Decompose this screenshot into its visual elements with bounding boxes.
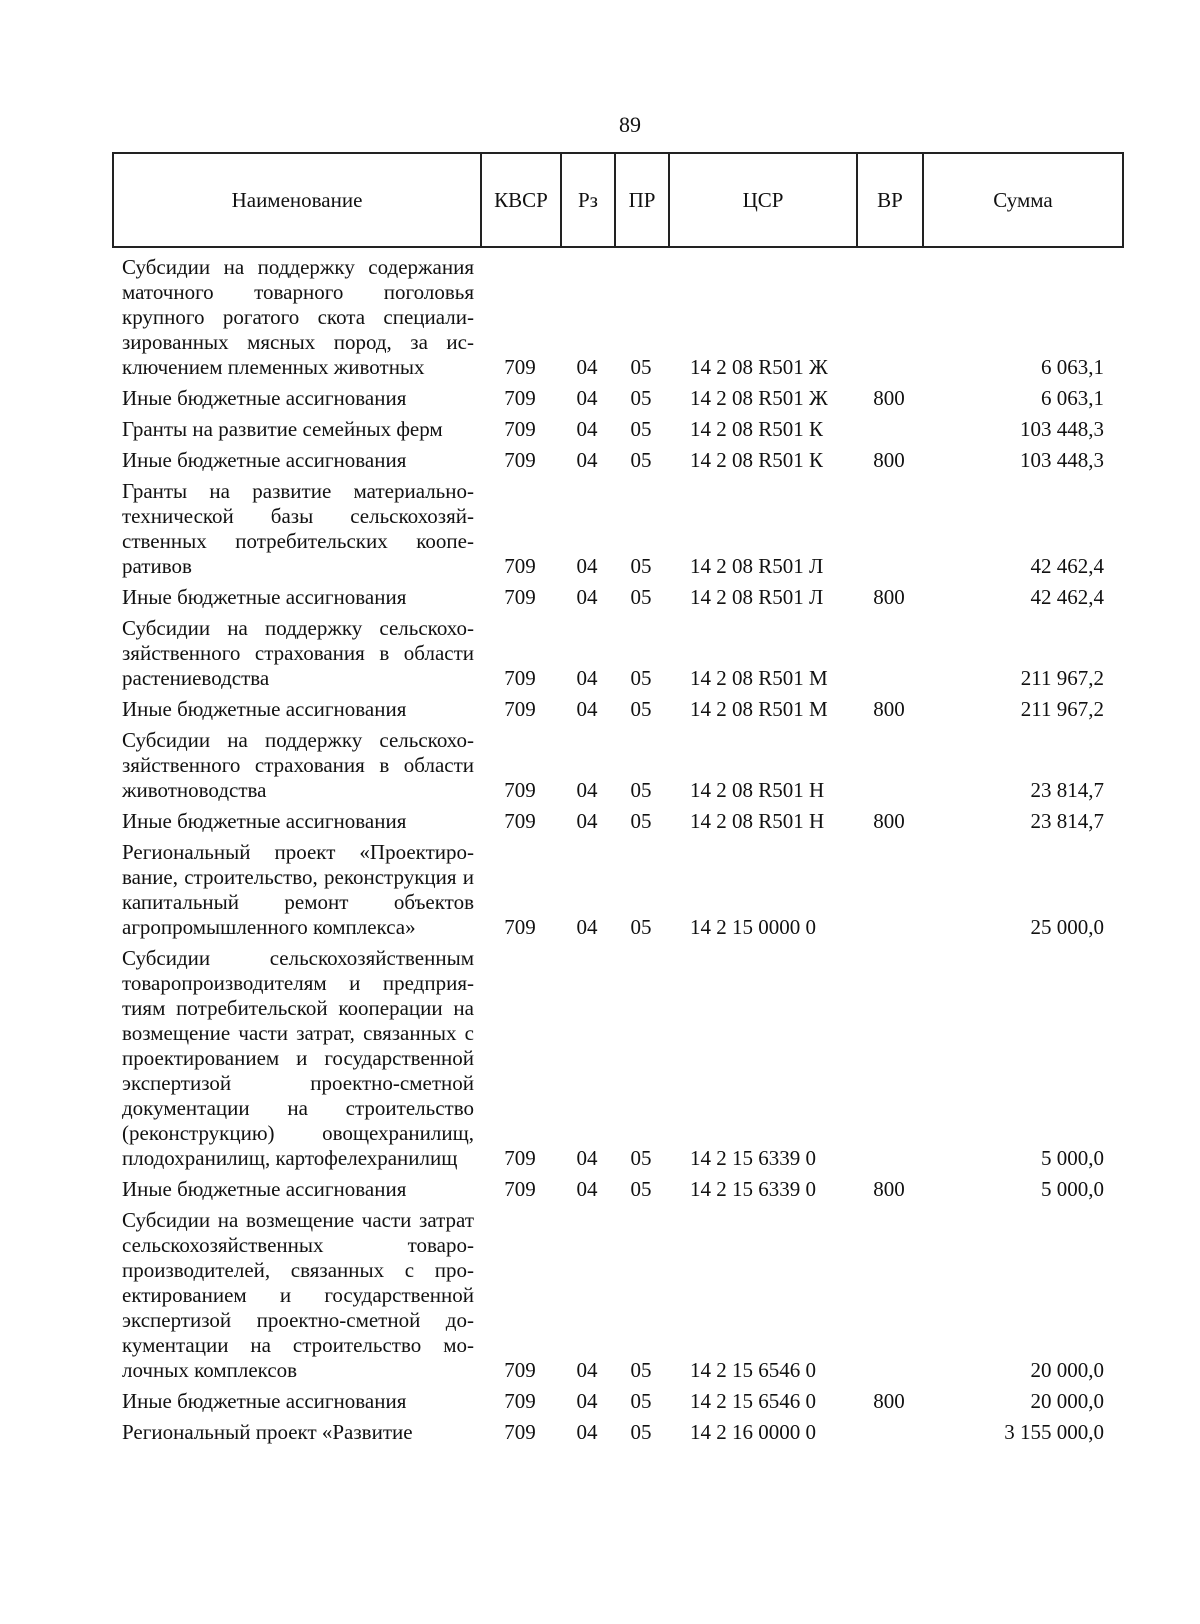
cell-kvsr: 709 [504, 697, 536, 721]
cell-kvsr: 709 [504, 778, 536, 802]
header-vr: ВР [857, 153, 923, 247]
cell-vr: 800 [873, 448, 905, 472]
cell-rz: 04 [576, 809, 598, 833]
header-rz: Рз [561, 153, 615, 247]
cell-csr: 14 2 15 6546 0 [690, 1389, 816, 1413]
cell-kvsr: 709 [504, 1358, 536, 1382]
cell-sum: 20 000,0 [1030, 1358, 1104, 1382]
cell-csr: 14 2 08 R501 Н [690, 778, 825, 802]
cell-vr: 800 [873, 386, 905, 410]
cell-rz: 04 [576, 386, 598, 410]
cell-name: Иные бюджетные ассигнования [122, 809, 407, 833]
cell-pr: 05 [630, 1420, 652, 1444]
cell-csr: 14 2 08 R501 Л [690, 585, 824, 609]
cell-pr: 05 [630, 448, 652, 472]
cell-pr: 05 [630, 386, 652, 410]
cell-name: Субсидии на возмещение части затрат сельскохозяйственных товаропроизводителей, связанных с проектированием и государственной экспертизой проектно-сметной документации на строительство молочных комплексов [122, 1208, 474, 1382]
table-row [112, 1417, 1122, 1448]
cell-kvsr: 709 [504, 1420, 536, 1444]
cell-rz: 04 [576, 778, 598, 802]
cell-sum: 103 448,3 [1020, 417, 1104, 441]
cell-pr: 05 [630, 1146, 652, 1170]
cell-sum: 5 000,0 [1041, 1177, 1104, 1201]
cell-sum: 23 814,7 [1030, 778, 1104, 802]
cell-pr: 05 [630, 1177, 652, 1201]
table-row [112, 837, 1122, 943]
header-name: Наименование [113, 153, 481, 247]
cell-vr [856, 837, 922, 943]
cell-name: Субсидии на поддержку сельскохозяйственного страхования в области растениеводства [122, 616, 474, 690]
table-row [112, 445, 1122, 476]
cell-name: Иные бюджетные ассигнования [122, 448, 407, 472]
cell-kvsr: 709 [504, 1389, 536, 1413]
cell-name: Региональный проект «Развитие [122, 1420, 413, 1444]
cell-vr: 800 [873, 1389, 905, 1413]
cell-rz: 04 [576, 1146, 598, 1170]
cell-vr [856, 414, 922, 445]
cell-rz: 04 [576, 417, 598, 441]
cell-vr: 800 [873, 585, 905, 609]
cell-csr: 14 2 08 R501 Ж [690, 386, 828, 410]
cell-pr: 05 [630, 1358, 652, 1382]
page-number: 89 [619, 112, 641, 137]
cell-pr: 05 [630, 417, 652, 441]
table-row [112, 582, 1122, 613]
table-row [112, 414, 1122, 445]
table-body [112, 252, 1122, 1448]
cell-kvsr: 709 [504, 666, 536, 690]
cell-csr: 14 2 08 R501 К [690, 417, 824, 441]
cell-csr: 14 2 15 6546 0 [690, 1358, 816, 1382]
cell-csr: 14 2 08 R501 М [690, 666, 828, 690]
cell-pr: 05 [630, 666, 652, 690]
cell-sum: 211 967,2 [1020, 666, 1104, 690]
cell-sum: 20 000,0 [1030, 1389, 1104, 1413]
table-row [112, 1205, 1122, 1386]
cell-rz: 04 [576, 355, 598, 379]
cell-pr: 05 [630, 697, 652, 721]
cell-rz: 04 [576, 1177, 598, 1201]
cell-rz: 04 [576, 1358, 598, 1382]
cell-csr: 14 2 08 R501 Н [690, 809, 825, 833]
cell-kvsr: 709 [504, 417, 536, 441]
cell-rz: 04 [576, 697, 598, 721]
cell-kvsr: 709 [504, 448, 536, 472]
cell-sum: 3 155 000,0 [1004, 1420, 1104, 1444]
cell-pr: 05 [630, 554, 652, 578]
cell-sum: 103 448,3 [1020, 448, 1104, 472]
table-row [112, 383, 1122, 414]
cell-sum: 211 967,2 [1020, 697, 1104, 721]
cell-kvsr: 709 [504, 386, 536, 410]
table-header [112, 152, 1124, 248]
cell-vr [856, 613, 922, 694]
cell-rz: 04 [576, 1389, 598, 1413]
cell-vr: 800 [873, 1177, 905, 1201]
cell-pr: 05 [630, 355, 652, 379]
cell-rz: 04 [576, 915, 598, 939]
header-csr: ЦСР [669, 153, 857, 247]
table-row [112, 725, 1122, 806]
table-row [112, 1386, 1122, 1417]
table-row [112, 943, 1122, 1174]
cell-csr: 14 2 08 R501 Л [690, 554, 824, 578]
cell-csr: 14 2 16 0000 0 [690, 1420, 816, 1444]
table-row [112, 694, 1122, 725]
cell-kvsr: 709 [504, 809, 536, 833]
budget-table [112, 252, 1122, 1448]
cell-sum: 42 462,4 [1030, 554, 1104, 578]
cell-vr [856, 943, 922, 1174]
cell-name: Гранты на развитие семейных ферм [122, 417, 443, 441]
cell-name: Иные бюджетные ассигнования [122, 386, 407, 410]
table-row [112, 252, 1122, 383]
cell-kvsr: 709 [504, 355, 536, 379]
cell-name: Иные бюджетные ассигнования [122, 1177, 407, 1201]
cell-rz: 04 [576, 1420, 598, 1444]
cell-csr: 14 2 15 6339 0 [690, 1177, 816, 1201]
cell-sum: 6 063,1 [1041, 386, 1104, 410]
cell-csr: 14 2 15 6339 0 [690, 1146, 816, 1170]
cell-kvsr: 709 [504, 554, 536, 578]
header-kvsr: КВСР [481, 153, 561, 247]
cell-pr: 05 [630, 809, 652, 833]
cell-name: Региональный проект «Проектирование, строительство, реконструкция и капитальный ремонт объектов агропромышленного комплекса» [122, 840, 474, 939]
table-row [112, 613, 1122, 694]
cell-sum: 5 000,0 [1041, 1146, 1104, 1170]
cell-kvsr: 709 [504, 585, 536, 609]
cell-csr: 14 2 15 0000 0 [690, 915, 816, 939]
cell-rz: 04 [576, 554, 598, 578]
cell-name: Гранты на развитие материально-технической базы сельскохозяйственных потребительских кооперативов [122, 479, 474, 578]
cell-name: Субсидии сельскохозяйственным товаропроизводителям и предприятиям потребительской кооперации на возмещение части затрат, связанных с проектированием и государственной экспертизой проектно-сметной документации на строительство (реконструкцию) овощехранилищ, плодохранилищ, картофелехранилищ [122, 946, 474, 1170]
cell-name: Иные бюджетные ассигнования [122, 1389, 407, 1413]
cell-kvsr: 709 [504, 915, 536, 939]
cell-sum: 42 462,4 [1030, 585, 1104, 609]
cell-sum: 6 063,1 [1041, 355, 1104, 379]
cell-pr: 05 [630, 778, 652, 802]
cell-sum: 23 814,7 [1030, 809, 1104, 833]
cell-vr [856, 725, 922, 806]
header-pr: ПР [615, 153, 669, 247]
cell-name: Иные бюджетные ассигнования [122, 585, 407, 609]
cell-csr: 14 2 08 R501 Ж [690, 355, 828, 379]
cell-name: Субсидии на поддержку содержания маточного товарного поголовья крупного рогатого скота специализированных мясных пород, за исключением племенных животных [122, 255, 474, 379]
cell-kvsr: 709 [504, 1177, 536, 1201]
cell-rz: 04 [576, 666, 598, 690]
table-row [112, 476, 1122, 582]
cell-vr: 800 [873, 809, 905, 833]
cell-vr [856, 1417, 922, 1448]
header-sum: Сумма [923, 153, 1123, 247]
cell-name: Субсидии на поддержку сельскохозяйственного страхования в области животноводства [122, 728, 474, 802]
cell-vr [856, 1205, 922, 1386]
cell-vr [856, 476, 922, 582]
cell-pr: 05 [630, 585, 652, 609]
cell-pr: 05 [630, 1389, 652, 1413]
cell-sum: 25 000,0 [1030, 915, 1104, 939]
cell-rz: 04 [576, 585, 598, 609]
cell-kvsr: 709 [504, 1146, 536, 1170]
table-row [112, 806, 1122, 837]
cell-csr: 14 2 08 R501 К [690, 448, 824, 472]
cell-rz: 04 [576, 448, 598, 472]
table-row [112, 1174, 1122, 1205]
cell-csr: 14 2 08 R501 М [690, 697, 828, 721]
cell-pr: 05 [630, 915, 652, 939]
cell-vr [856, 252, 922, 383]
cell-vr: 800 [873, 697, 905, 721]
cell-name: Иные бюджетные ассигнования [122, 697, 407, 721]
